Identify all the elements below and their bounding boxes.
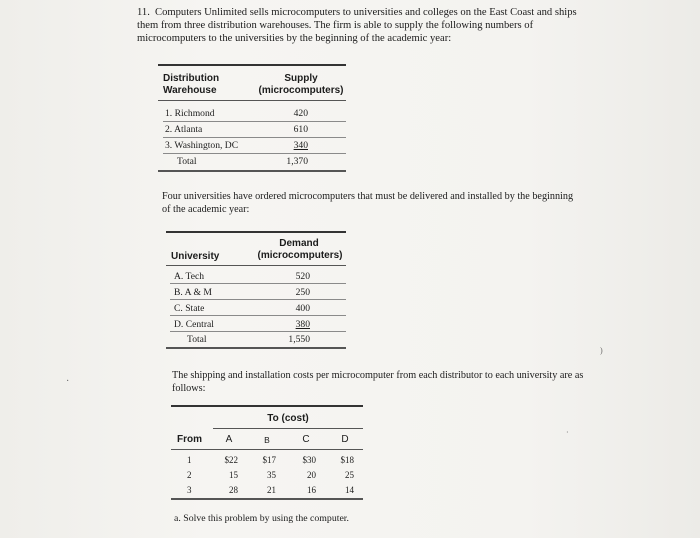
supply-row-value: 420: [293, 108, 308, 119]
cost-table-top-rule: [171, 405, 363, 407]
cost-cell: 20: [307, 470, 316, 480]
supply-row-rule: [163, 137, 346, 138]
demand-row-name: A. Tech: [174, 271, 205, 282]
cost-header-col-b: B: [264, 435, 270, 445]
demand-row-name: B. A & M: [174, 287, 212, 298]
question-a: a. Solve this problem by using the computer.: [174, 513, 349, 524]
cost-row-from: 2: [187, 470, 192, 480]
cost-intro: The shipping and installation costs per microcomputer from each distributor to each university are as follows:: [172, 370, 584, 394]
supply-header-supply-2: (microcomputers): [258, 85, 344, 96]
cost-header-col-c: C: [302, 434, 310, 445]
demand-row-rule: [170, 315, 346, 316]
demand-row-value: 380: [295, 319, 310, 330]
supply-header-warehouse-2: Warehouse: [163, 85, 217, 96]
supply-row-name: 1. Richmond: [165, 108, 215, 119]
cost-header-from: From: [177, 434, 202, 445]
supply-table-top-rule: [158, 64, 346, 66]
cost-cell: 25: [345, 470, 354, 480]
cost-cell: 16: [307, 485, 316, 495]
demand-header-university: University: [171, 251, 220, 262]
demand-row-rule: [170, 283, 346, 284]
problem-text: Computers Unlimited sells microcomputers to universities and colleges on the East Coast and ships them from three distribution warehouses. The firm is able to supply the following numbers of microcomputers to the universities by the beginning of the academic year:: [137, 7, 577, 44]
demand-header-demand-2: (microcomputers): [257, 250, 343, 261]
cost-cell: 28: [229, 485, 238, 495]
cost-cell: 21: [267, 485, 276, 495]
cost-header-col-a: A: [225, 434, 233, 445]
supply-row-value: 610: [293, 124, 308, 135]
demand-row-value: 520: [295, 271, 310, 282]
cost-cell: $22: [224, 455, 238, 465]
supply-header-warehouse-1: Distribution: [163, 73, 220, 84]
demand-row-rule: [170, 331, 346, 332]
cost-cell: $17: [262, 455, 276, 465]
supply-header-supply-1: Supply: [284, 73, 318, 84]
cost-table-bottom-rule: [171, 498, 363, 500]
cost-header-to: To (cost): [267, 413, 309, 424]
demand-row-rule: [170, 299, 346, 300]
demand-total-value: 1,550: [288, 334, 310, 345]
supply-header-rule: [158, 100, 346, 101]
supply-row-rule: [163, 153, 346, 154]
demand-row-name: C. State: [174, 303, 205, 314]
cost-header-col-d: D: [341, 434, 349, 445]
cost-cell: 14: [345, 485, 354, 495]
supply-row-name: 3. Washington, DC: [165, 140, 239, 151]
demand-header-rule: [166, 265, 346, 266]
supply-row-value: 340: [293, 140, 308, 151]
cost-cell: 15: [229, 470, 238, 480]
demand-table-top-rule: [166, 231, 346, 233]
demand-intro: Four universities have ordered microcomputers that must be delivered and installed by the beginning of the academic year:: [162, 191, 574, 215]
supply-row-rule: [163, 121, 346, 122]
problem-number: 11.: [137, 7, 150, 18]
stray-mark: ·: [566, 428, 569, 437]
cost-header-to-rule: [213, 428, 363, 429]
cost-cell: $30: [302, 455, 316, 465]
cost-row-from: 1: [187, 455, 192, 465]
demand-header-demand-1: Demand: [279, 238, 319, 249]
demand-row-value: 250: [295, 287, 310, 298]
cost-header-rule: [171, 449, 363, 450]
demand-total-label: Total: [187, 334, 207, 345]
cost-row-from: 3: [187, 485, 192, 495]
demand-row-name: D. Central: [174, 319, 214, 330]
supply-total-value: 1,370: [286, 156, 308, 167]
stray-mark: ): [600, 346, 603, 355]
supply-row-name: 2. Atlanta: [165, 124, 203, 135]
supply-total-label: Total: [177, 156, 197, 167]
cost-cell: $18: [340, 455, 354, 465]
cost-cell: 35: [267, 470, 276, 480]
problem-statement: [137, 6, 592, 45]
demand-row-value: 400: [295, 303, 310, 314]
demand-table-bottom-rule: [166, 347, 346, 349]
supply-table-bottom-rule: [158, 170, 346, 172]
stray-mark: ·: [66, 376, 70, 387]
